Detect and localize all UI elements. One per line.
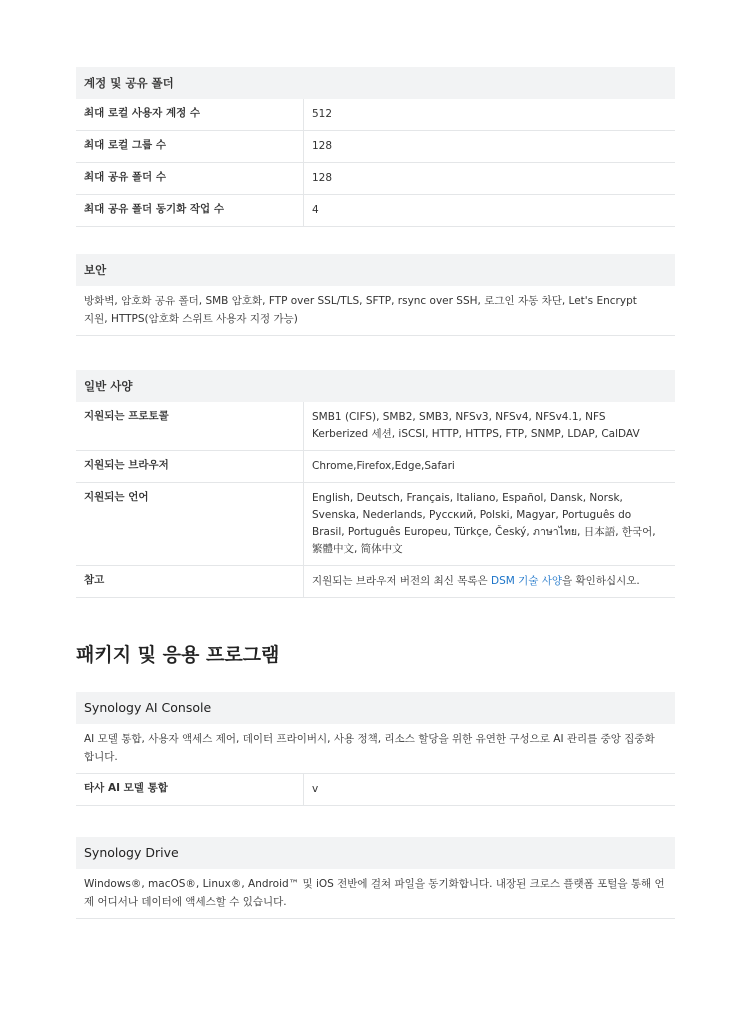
general-section xyxy=(76,370,675,598)
drive-section xyxy=(76,837,675,919)
row-value xyxy=(304,402,675,450)
ai-console-description xyxy=(76,724,675,774)
general-section-title: 일반 사양 xyxy=(76,370,675,402)
value-line: Brasil, Português Europeu, Türkçe, Český, ภาษาไทย, 日本語, 한국어, xyxy=(312,526,656,538)
ai-console-title: Synology AI Console xyxy=(76,692,675,724)
row-key: 최대 로컬 그룹 수 xyxy=(76,131,304,162)
row-value: 128 xyxy=(312,172,333,184)
table-row xyxy=(76,163,675,195)
security-description xyxy=(76,286,675,336)
packages-heading: 패키지 및 응용 프로그램 xyxy=(76,644,280,666)
security-description-line: 방화벽, 암호화 공유 폴더, SMB 암호화, FTP over SSL/TLS, SFTP, rsync over SSH, 로그인 자동 차단, Let's Encrypt xyxy=(84,295,637,307)
row-value xyxy=(304,566,675,597)
row-value: 4 xyxy=(312,204,319,216)
row-key: 최대 공유 폴더 동기화 작업 수 xyxy=(76,195,304,226)
description-line: AI 모델 통합, 사용자 액세스 제어, 데이터 프라이버시, 사용 정책, 리소스 할당을 위한 유연한 구성으로 AI 관리를 중앙 집중화 xyxy=(84,733,655,745)
row-key: 최대 로컬 사용자 계정 수 xyxy=(76,99,304,130)
value-line: Svenska, Nederlands, Русский, Polski, Magyar, Português do xyxy=(312,509,632,521)
table-row xyxy=(76,774,675,806)
security-description-line: 지원, HTTPS(암호화 스위트 사용자 지정 가능) xyxy=(84,313,298,325)
accounts-section xyxy=(76,67,675,227)
dsm-spec-link[interactable]: DSM 기술 사양 xyxy=(490,575,563,587)
row-value: v xyxy=(312,783,319,795)
description-line: 제 어디서나 데이터에 액세스할 수 있습니다. xyxy=(84,896,287,908)
row-value: Chrome,Firefox,Edge,Safari xyxy=(312,460,455,472)
drive-description xyxy=(76,869,675,919)
security-section-title: 보안 xyxy=(76,254,675,286)
table-row xyxy=(76,451,675,483)
note-suffix: 을 확인하십시오. xyxy=(562,575,640,587)
table-row xyxy=(76,195,675,227)
accounts-section-title: 계정 및 공유 폴더 xyxy=(76,67,675,99)
value-line: English, Deutsch, Français, Italiano, Español, Dansk, Norsk, xyxy=(312,492,623,504)
security-section xyxy=(76,254,675,336)
row-key: 타사 AI 모델 통합 xyxy=(76,774,304,805)
drive-title: Synology Drive xyxy=(76,837,675,869)
row-value: 128 xyxy=(312,140,333,152)
description-line: 합니다. xyxy=(84,751,118,763)
row-key: 지원되는 프로토콜 xyxy=(76,402,304,450)
table-row xyxy=(76,99,675,131)
value-line: SMB1 (CIFS), SMB2, SMB3, NFSv3, NFSv4, NFSv4.1, NFS xyxy=(312,411,606,423)
table-row xyxy=(76,131,675,163)
description-line: Windows®, macOS®, Linux®, Android™ 및 iOS 전반에 걸쳐 파일을 동기화합니다. 내장된 크로스 플랫폼 포털을 통해 언 xyxy=(84,878,665,890)
row-value xyxy=(304,483,675,565)
ai-console-section xyxy=(76,692,675,806)
row-key: 참고 xyxy=(76,566,304,597)
row-value: 512 xyxy=(312,108,333,120)
value-line: Kerberized 세션, iSCSI, HTTP, HTTPS, FTP, SNMP, LDAP, CalDAV xyxy=(312,428,640,440)
value-line: 繁體中文, 简体中文 xyxy=(312,543,403,555)
row-key: 지원되는 브라우저 xyxy=(76,451,304,482)
row-key: 지원되는 언어 xyxy=(76,483,304,565)
table-row xyxy=(76,566,675,598)
row-key: 최대 공유 폴더 수 xyxy=(76,163,304,194)
table-row xyxy=(76,483,675,566)
table-row xyxy=(76,402,675,451)
note-prefix: 지원되는 브라우저 버전의 최신 목록은 xyxy=(312,575,491,587)
